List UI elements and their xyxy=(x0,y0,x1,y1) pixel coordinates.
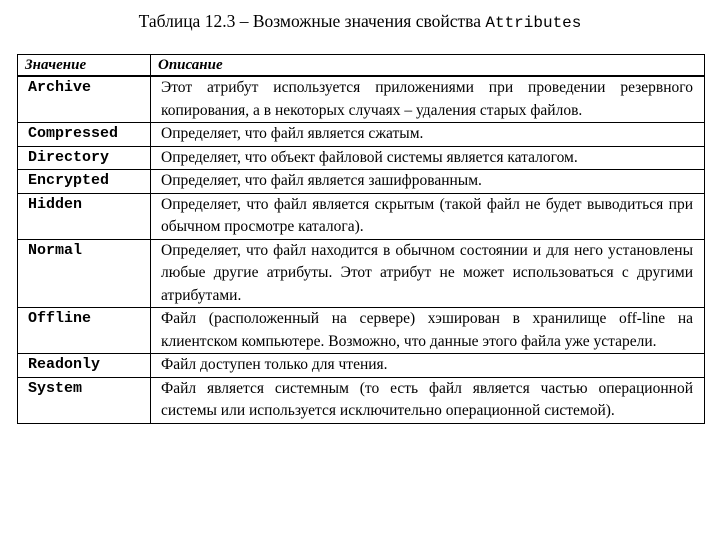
caption-property-name: Attributes xyxy=(485,14,582,32)
row-value: Compressed xyxy=(28,125,119,142)
table-row xyxy=(18,308,704,354)
row-description: Определяет, что файл является сжатым. xyxy=(161,125,424,142)
row-description: Определяет, что файл является скрытым (такой файл не будет выводиться при обычном просмотре каталога). xyxy=(161,195,693,235)
table-row xyxy=(18,147,704,171)
row-value: System xyxy=(28,379,83,397)
row-value: Archive xyxy=(28,79,92,96)
row-value: Hidden xyxy=(28,195,83,213)
table-header-row xyxy=(18,55,704,77)
row-description: Файл (расположенный на сервере) хэширован в хранилище off-line на клиентском компьютере. Возможно, что данные этого файла уже устарели. xyxy=(161,310,693,350)
row-description: Определяет, что файл является зашифрованным. xyxy=(161,172,482,189)
row-description: Этот атрибут используется приложениями при проведении резервного копирования, а в некоторых случаях – удаления старых файлов. xyxy=(161,79,693,119)
table-row xyxy=(18,240,704,309)
row-value: Encrypted xyxy=(28,172,110,189)
row-description: Определяет, что файл находится в обычном состоянии и для него установлены любые другие атрибуты. Этот атрибут не может использоваться с другими атрибутами. xyxy=(161,241,693,304)
row-value: Offline xyxy=(28,310,92,327)
table-row xyxy=(18,354,704,378)
table-row xyxy=(18,194,704,240)
row-description: Файл доступен только для чтения. xyxy=(161,356,388,373)
row-value: Readonly xyxy=(28,356,101,373)
header-description: Описание xyxy=(151,55,704,77)
table-row xyxy=(18,170,704,194)
table-row xyxy=(18,77,704,123)
attributes-table xyxy=(17,54,705,424)
row-value: Normal xyxy=(28,241,83,259)
header-value: Значение xyxy=(18,55,151,77)
table-row xyxy=(18,123,704,147)
row-value: Directory xyxy=(28,148,110,166)
row-description: Определяет, что объект файловой системы является каталогом. xyxy=(161,148,578,166)
table-caption xyxy=(0,9,720,35)
row-description: Файл является системным (то есть файл является частью операционной системы или используется исключительно операционной системой). xyxy=(161,379,693,419)
caption-text: Таблица 12.3 – Возможные значения свойства xyxy=(138,11,486,31)
table-row xyxy=(18,378,704,423)
